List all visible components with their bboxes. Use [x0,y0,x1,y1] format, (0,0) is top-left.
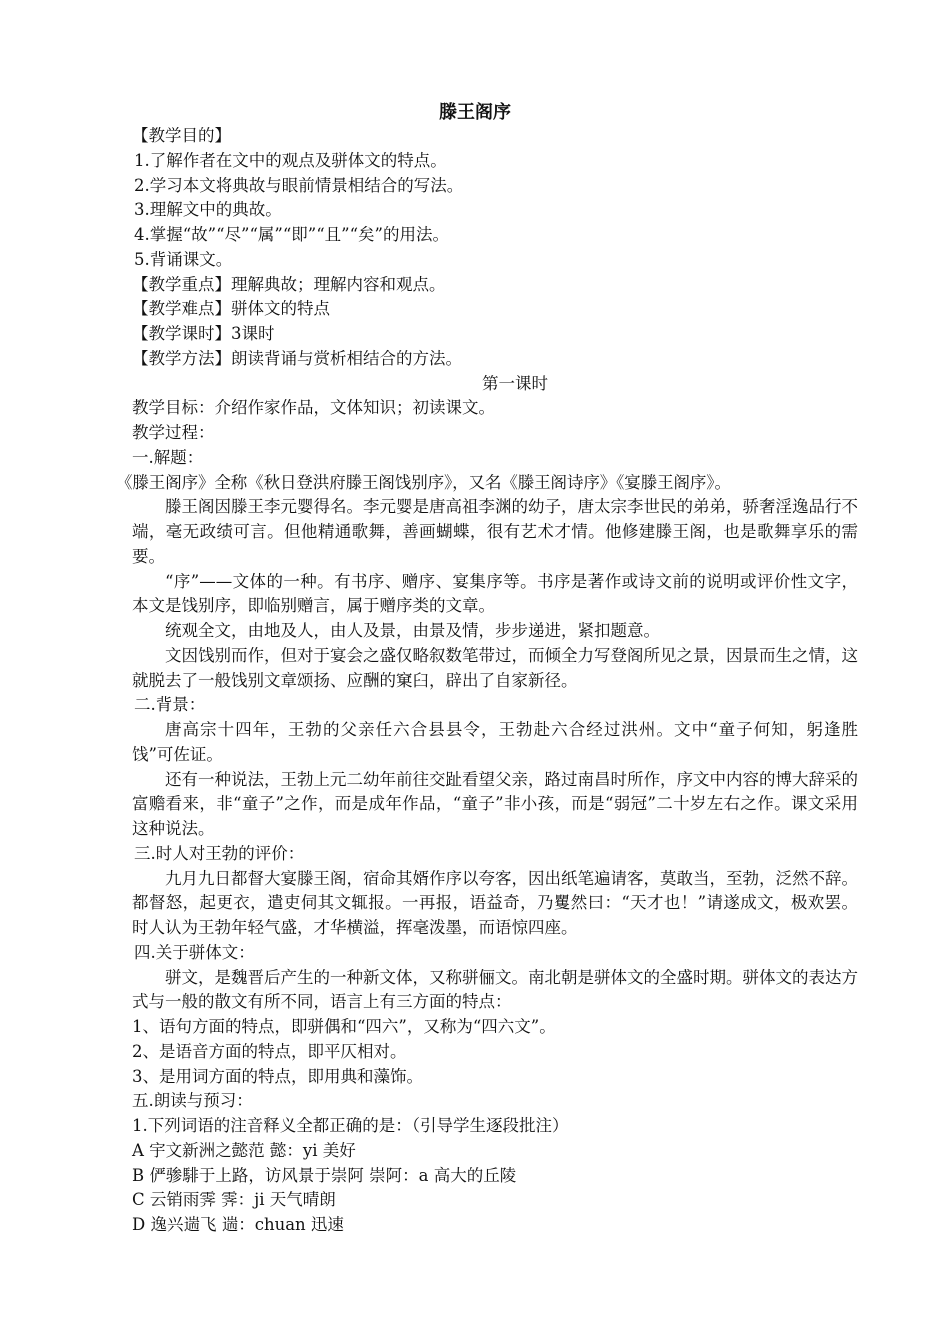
objective-item: 5.背诵课文。 [134,249,233,269]
objectives-heading: 【教学目的】 [132,126,231,145]
teaching-method: 【教学方法】朗读背诵与赏析相结合的方法。 [132,348,462,368]
list-item: 2、是语音方面的特点，即平仄相对。 [132,1041,407,1061]
paragraph: “序”——文体的一种。有书序、赠序、宴集序等。书序是著作或诗文前的说明或评价性文字，本文是饯别序，即临别赠言，属于赠序类的文章。 [132,571,858,616]
paragraph: 文因饯别而作，但对于宴会之盛仅略叙数笔带过，而倾全力写登阁所见之景，因景而生之情，这就脱去了一般饯别文章颂扬、应酬的窠臼，辟出了自家新径。 [132,645,858,690]
section-heading: 五.朗读与预习： [132,1091,253,1111]
lesson-process: 教学过程： [132,423,215,442]
difficult-points: 【教学难点】骈体文的特点 [132,299,330,319]
objective-item: 2.学习本文将典故与眼前情景相结合的写法。 [134,175,464,195]
section-heading: 一.解题： [132,447,204,467]
class-hours: 【教学课时】3课时 [132,324,275,343]
lesson-heading: 第一课时 [482,373,548,393]
question: 1.下列词语的注音释义全都正确的是：（引导学生逐段批注） [132,1116,569,1135]
page-title: 滕王阁序 [439,102,511,123]
objective-item: 3.理解文中的典故。 [134,200,282,220]
paragraph: 骈文，是魏晋后产生的一种新文体，又称骈俪文。南北朝是骈体文的全盛时期。骈体文的表达方式与一般的散文有所不同，语言上有三方面的特点： [132,967,858,1012]
lesson-goal: 教学目标：介绍作家作品，文体知识；初读课文。 [132,398,495,418]
paragraph: 滕王阁因滕王李元婴得名。李元婴是唐高祖李渊的幼子，唐太宗李世民的弟弟，骄奢淫逸品行不端，毫无政绩可言。但他精通歌舞，善画蝴蝶，很有艺术才情。他修建滕王阁，也是歌舞享乐的需要。 [132,497,858,566]
paragraph: 九月九日都督大宴滕王阁，宿命其婿作序以夸客，因出纸笔遍请客，莫敢当，至勃，泛然不辞。都督怒，起更衣，遣吏伺其文辄报。一再报，语益奇，乃矍然曰：“天才也！”请遂成文，极欢罢。时人认为王勃年轻气盛，才华横溢，挥毫泼墨，而语惊四座。 [132,868,858,937]
section-heading: 三.时人对王勃的评价： [134,843,305,863]
section-heading: 二.背景： [134,695,206,715]
document-body [116,124,858,1238]
answer-option: C 云销雨霁 霁：ji 天气晴朗 [132,1190,336,1210]
objective-item: 4.掌握“故”“尽”“属”“即”“且”“矣”的用法。 [134,225,449,244]
section-heading: 四.关于骈体文： [134,942,255,962]
key-points: 【教学重点】理解典故；理解内容和观点。 [132,274,446,294]
list-item: 3、是用词方面的特点，即用典和藻饰。 [132,1066,423,1086]
paragraph: 还有一种说法，王勃上元二幼年前往交趾看望父亲，路过南昌时所作，序文中内容的博大辞采的富赡看来，非“童子”之作，而是成年作品，“童子”非小孩，而是“弱冠”二十岁左右之作。课文采用这种说法。 [132,769,858,838]
list-item: 1、语句方面的特点，即骈偶和“四六”，又称为“四六文”。 [132,1017,556,1036]
objective-item: 1.了解作者在文中的观点及骈体文的特点。 [134,150,447,170]
answer-option: A 宇文新洲之懿范 懿：yi 美好 [132,1140,356,1160]
answer-option: B 俨骖騑于上路，访风景于崇阿 崇阿：a 高大的丘陵 [132,1165,517,1185]
paragraph: 唐高宗十四年，王勃的父亲任六合县县令，王勃赴六合经过洪州。文中“童子何知，躬逢胜饯”可佐证。 [132,720,858,764]
answer-option: D 逸兴遄飞 遄：chuan 迅速 [132,1215,344,1234]
paragraph: 《滕王阁序》全称《秋日登洪府滕王阁饯别序》，又名《滕王阁诗序》《宴滕王阁序》。 [116,472,731,492]
paragraph: 统观全文，由地及人，由人及景，由景及情，步步递进，紧扣题意。 [165,621,660,640]
